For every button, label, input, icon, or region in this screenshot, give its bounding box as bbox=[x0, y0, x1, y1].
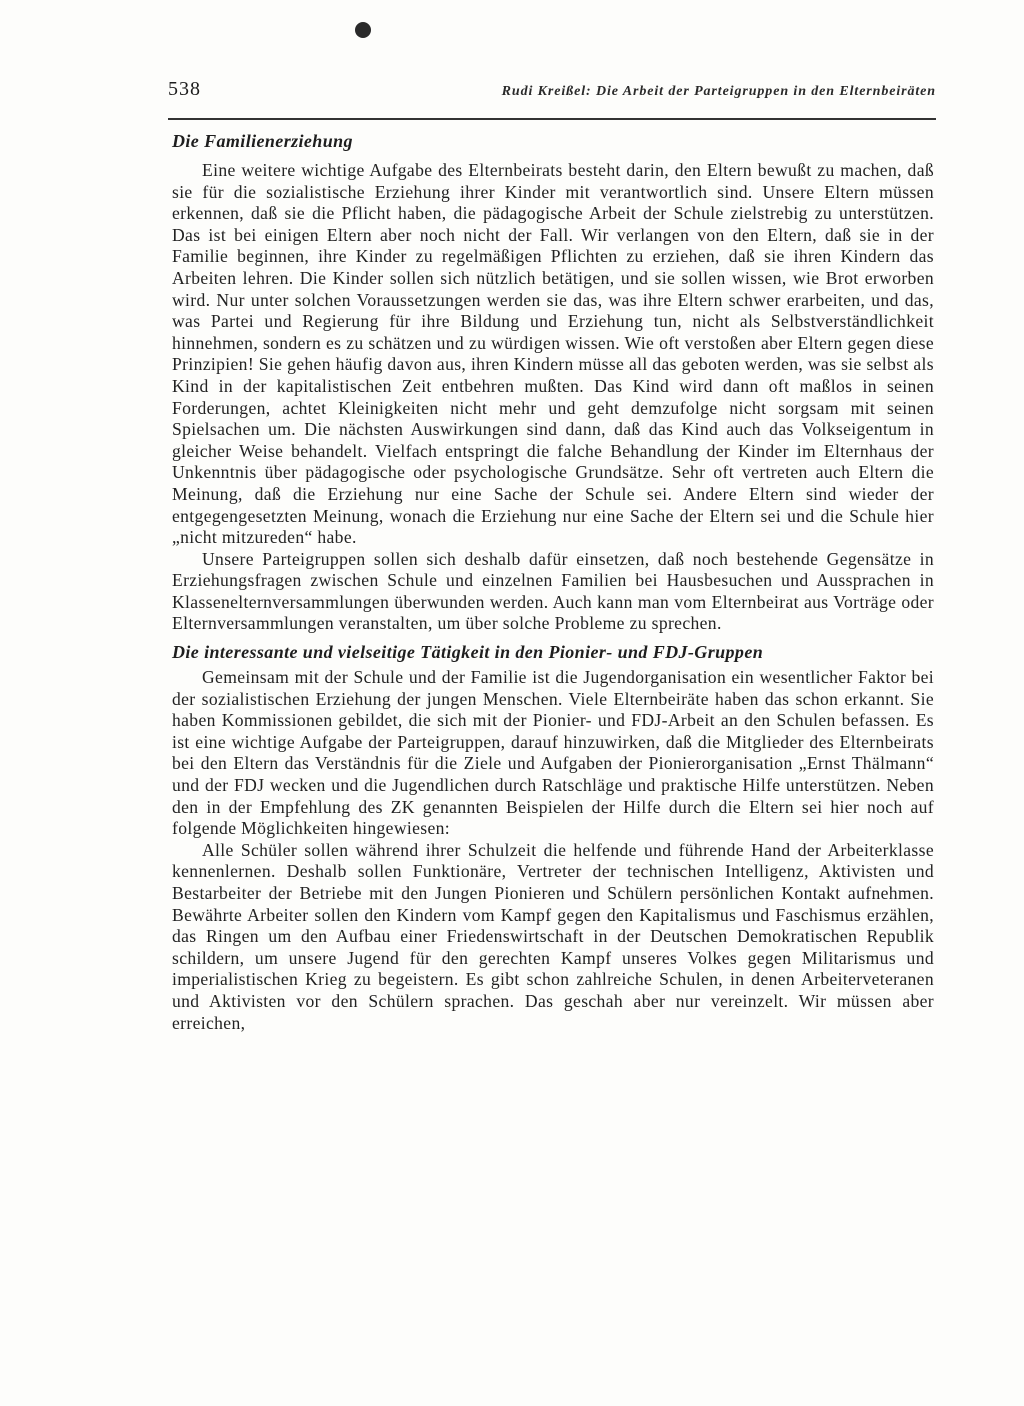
paragraph: Alle Schüler sollen während ihrer Schulzeit die helfende und führende Hand der Arbeiterklasse kennenlernen. Deshalb sollen Funktionäre, Vertreter der technischen Intelligenz, Aktivisten und Bestarbeiter der Betriebe mit den Jungen Pionieren und Schülern persönlichen Kontakt aufnehmen. Bewährte Arbeiter sollen den Kindern vom Kampf gegen den Kapitalismus und Faschismus erzählen, das Ringen um den Aufbau einer Friedenswirtschaft in der Deutschen Demokratischen Republik schildern, um unsere Jugend für den gerechten Kampf unseres Volkes gegen Militarismus und imperialistischen Krieg zu begeistern. Es gibt schon zahlreiche Schulen, in denen Arbeiterveteranen und Aktivisten vor den Schülern sprachen. Das geschah aber nur vereinzelt. Wir müssen aber erreichen, bbox=[172, 839, 934, 1033]
ink-blot-mark bbox=[355, 22, 371, 38]
section-heading-pionier-fdj: Die interessante und vielseitige Tätigkeit in den Pionier- und FDJ-Gruppen bbox=[172, 642, 764, 663]
paragraph: Gemeinsam mit der Schule und der Familie ist die Jugendorganisation ein wesentlicher Faktor bei der sozialistischen Erziehung der jungen Menschen. Viele Elternbeiräte haben das schon erkannt. Sie haben Kommissionen gebildet, die sich mit der Pionier- und FDJ-Arbeit an den Schulen befassen. Es ist eine wichtige Aufgabe der Parteigruppen, darauf hinzuwirken, daß die Mitglieder des Elternbeirats bei den Eltern das Verständnis für die Ziele und Aufgaben der Pionierorganisation „Ernst Thälmann“ und der FDJ wecken und die Jugendlichen durch Ratschläge und praktische Hilfe unterstützen. Neben den in der Empfehlung des ZK genannten Beispielen der Hilfe durch die Eltern sei hier noch auf folgende Möglichkeiten hingewiesen: bbox=[172, 667, 934, 839]
paragraph: Unsere Parteigruppen sollen sich deshalb dafür einsetzen, daß noch bestehende Gegensätze in Erziehungsfragen zwischen Schule und einzelnen Familien bei Hausbesuchen und Aussprachen in Klassenelternversammlungen überwunden werden. Auch kann man vom Elternbeirat aus Vorträge oder Elternversammlungen veranstalten, um über solche Probleme zu sprechen. bbox=[172, 548, 934, 634]
paragraph: Eine weitere wichtige Aufgabe des Elternbeirats besteht darin, den Eltern bewußt zu machen, daß sie für die sozialistische Erziehung ihrer Kinder mit verantwortlich sind. Unsere Eltern müssen erkennen, daß sie die Pflicht haben, die pädagogische Arbeit der Schule zielstrebig zu unterstützen. Das ist bei einigen Eltern aber noch nicht der Fall. Wir verlangen von den Eltern, daß sie in der Familie beginnen, ihre Kinder zu regelmäßigen Pflichten zu erziehen, daß sie ihren Kindern das Arbeiten lehren. Die Kinder sollen sich nützlich betätigen, und sie sollen wissen, wie Brot erworben wird. Nur unter solchen Voraussetzungen werden sie das, was ihre Eltern schwer erarbeiten, und das, was Partei und Regierung für ihre Bildung und Erziehung tun, nicht als Selbstverständlichkeit hinnehmen, sondern es zu schätzen und zu würdigen wissen. Wie oft verstoßen aber Eltern gegen diese Prinzipien! Sie gehen häufig davon aus, ihren Kindern müsse all das geboten werden, was sie selbst als Kind in der kapitalistischen Zeit entbehren mußten. Das Kind wird dann oft maßlos in seinen Forderungen, achtet Kleinigkeiten nicht mehr und geht demzufolge nicht sorgsam mit seinen Spielsachen um. Die nächsten Auswirkungen sind dann, daß das Kind auch das Volkseigentum in gleicher Weise behandelt. Vielfach entspringt die falche Behandlung der Kinder im Elternhaus der Unkenntnis über pädagogische oder psychologische Grundsätze. Sehr oft vertreten auch Eltern die Meinung, daß die Erziehung nur eine Sache der Schule sei. Andere Eltern sind wieder der entgegengesetzten Meinung, wonach die Erziehung nur eine Sache der Eltern sei und die Schule hier „nicht mitzureden“ habe. bbox=[172, 160, 934, 548]
page-number: 538 bbox=[168, 78, 201, 100]
body-text bbox=[172, 128, 934, 1034]
header-rule bbox=[168, 118, 936, 120]
section-heading-familienerziehung: Die Familienerziehung bbox=[172, 131, 353, 151]
running-head: Rudi Kreißel: Die Arbeit der Parteigruppen in den Elternbeiräten bbox=[501, 84, 936, 99]
page-header bbox=[168, 78, 936, 114]
